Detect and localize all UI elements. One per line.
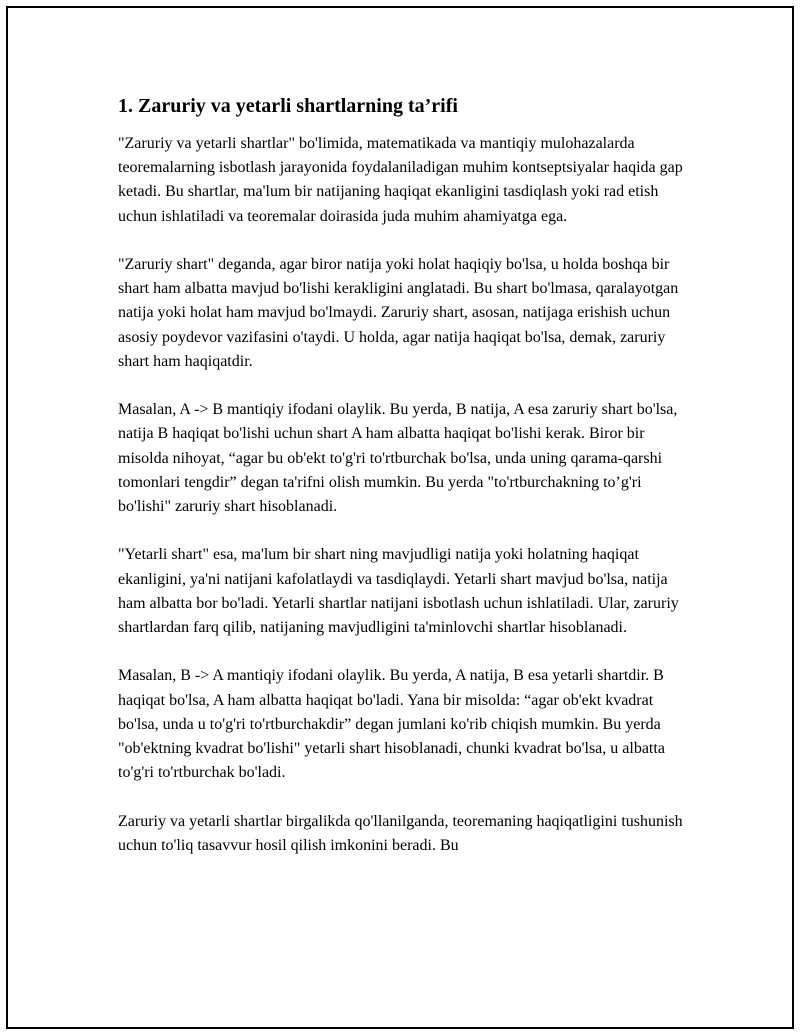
document-body — [118, 92, 684, 882]
paragraph-necessary-example: Masalan, A -> B mantiqiy ifodani olaylik. Bu yerda, B natija, A esa zaruriy shart bo'lsa, natija B haqiqat bo'lishi uchun shart A ham albatta haqiqat bo'lishi kerak. Biror bir misolda nihoyat, “agar bu ob'ekt to'g'ri to'rtburchak bo'lsa, unda uning qarama-qarshi tomonlari tengdir” degan ta'rifni olish mumkin. Bu yerda "to'rtburchakning to’g'ri bo'lishi" zaruriy shart hisoblanadi. — [118, 401, 678, 516]
paragraph-necessary-condition: "Zaruriy shart" deganda, agar biror natija yoki holat haqiqiy bo'lsa, u holda boshqa bir shart ham albatta mavjud bo'lishi kerakligini anglatadi. Bu shart bo'lmasa, qaralayotgan natija yoki holat ham mavjud bo'lmaydi. Zaruriy shart, asosan, natijaga erishish uchun asosiy poydevor vazifasini o'taydi. U holda, agar natija haqiqat bo'lsa, demak, zaruriy shart ham haqiqatdir. — [118, 256, 679, 370]
section-heading: 1. Zaruriy va yetarli shartlarning ta’rifi — [118, 95, 458, 117]
paragraph-combined: Zaruriy va yetarli shartlar birgalikda qo'llanilganda, teoremaning haqiqatligini tushunish uchun to'liq tasavvur hosil qilish imkonini beradi. Bu — [118, 812, 683, 854]
paragraph-sufficient-example: Masalan, B -> A mantiqiy ifodani olaylik. Bu yerda, A natija, B esa yetarli shartdir. B haqiqat bo'lsa, A ham albatta haqiqat bo'ladi. Yana bir misolda: “agar ob'ekt kvadrat bo'lsa, unda u to'g'ri to'rtburchakdir” degan jumlani ko'rib chiqish mumkin. Bu yerda "ob'ektning kvadrat bo'lishi" yetarli shart hisoblanadi, chunki kvadrat bo'lsa, u albatta to'g'ri to'rtburchak bo'ladi. — [118, 667, 665, 782]
paragraph-sufficient-condition: "Yetarli shart" esa, ma'lum bir shart ning mavjudligi natija yoki holatning haqiqat ekanligini, ya'ni natijani kafolatlaydi va tasdiqlaydi. Yetarli shart mavjud bo'lsa, natija ham albatta bor bo'ladi. Yetarli shartlar natijani isbotlash uchun ishlatiladi. Ular, zaruriy shartlardan farq qilib, natijaning mavjudligini ta'minlovchi shartlar hisoblanadi. — [118, 546, 679, 637]
paragraph-intro: "Zaruriy va yetarli shartlar" bo'limida, matematikada va mantiqiy mulohazalarda teoremalarning isbotlash jarayonida foydalaniladigan muhim kontseptsiyalar haqida gap ketadi. Bu shartlar, ma'lum bir natijaning haqiqat ekanligini tasdiqlash yoki rad etish uchun ishlatiladi va teoremalar doirasida juda muhim ahamiyatga ega. — [118, 135, 683, 225]
